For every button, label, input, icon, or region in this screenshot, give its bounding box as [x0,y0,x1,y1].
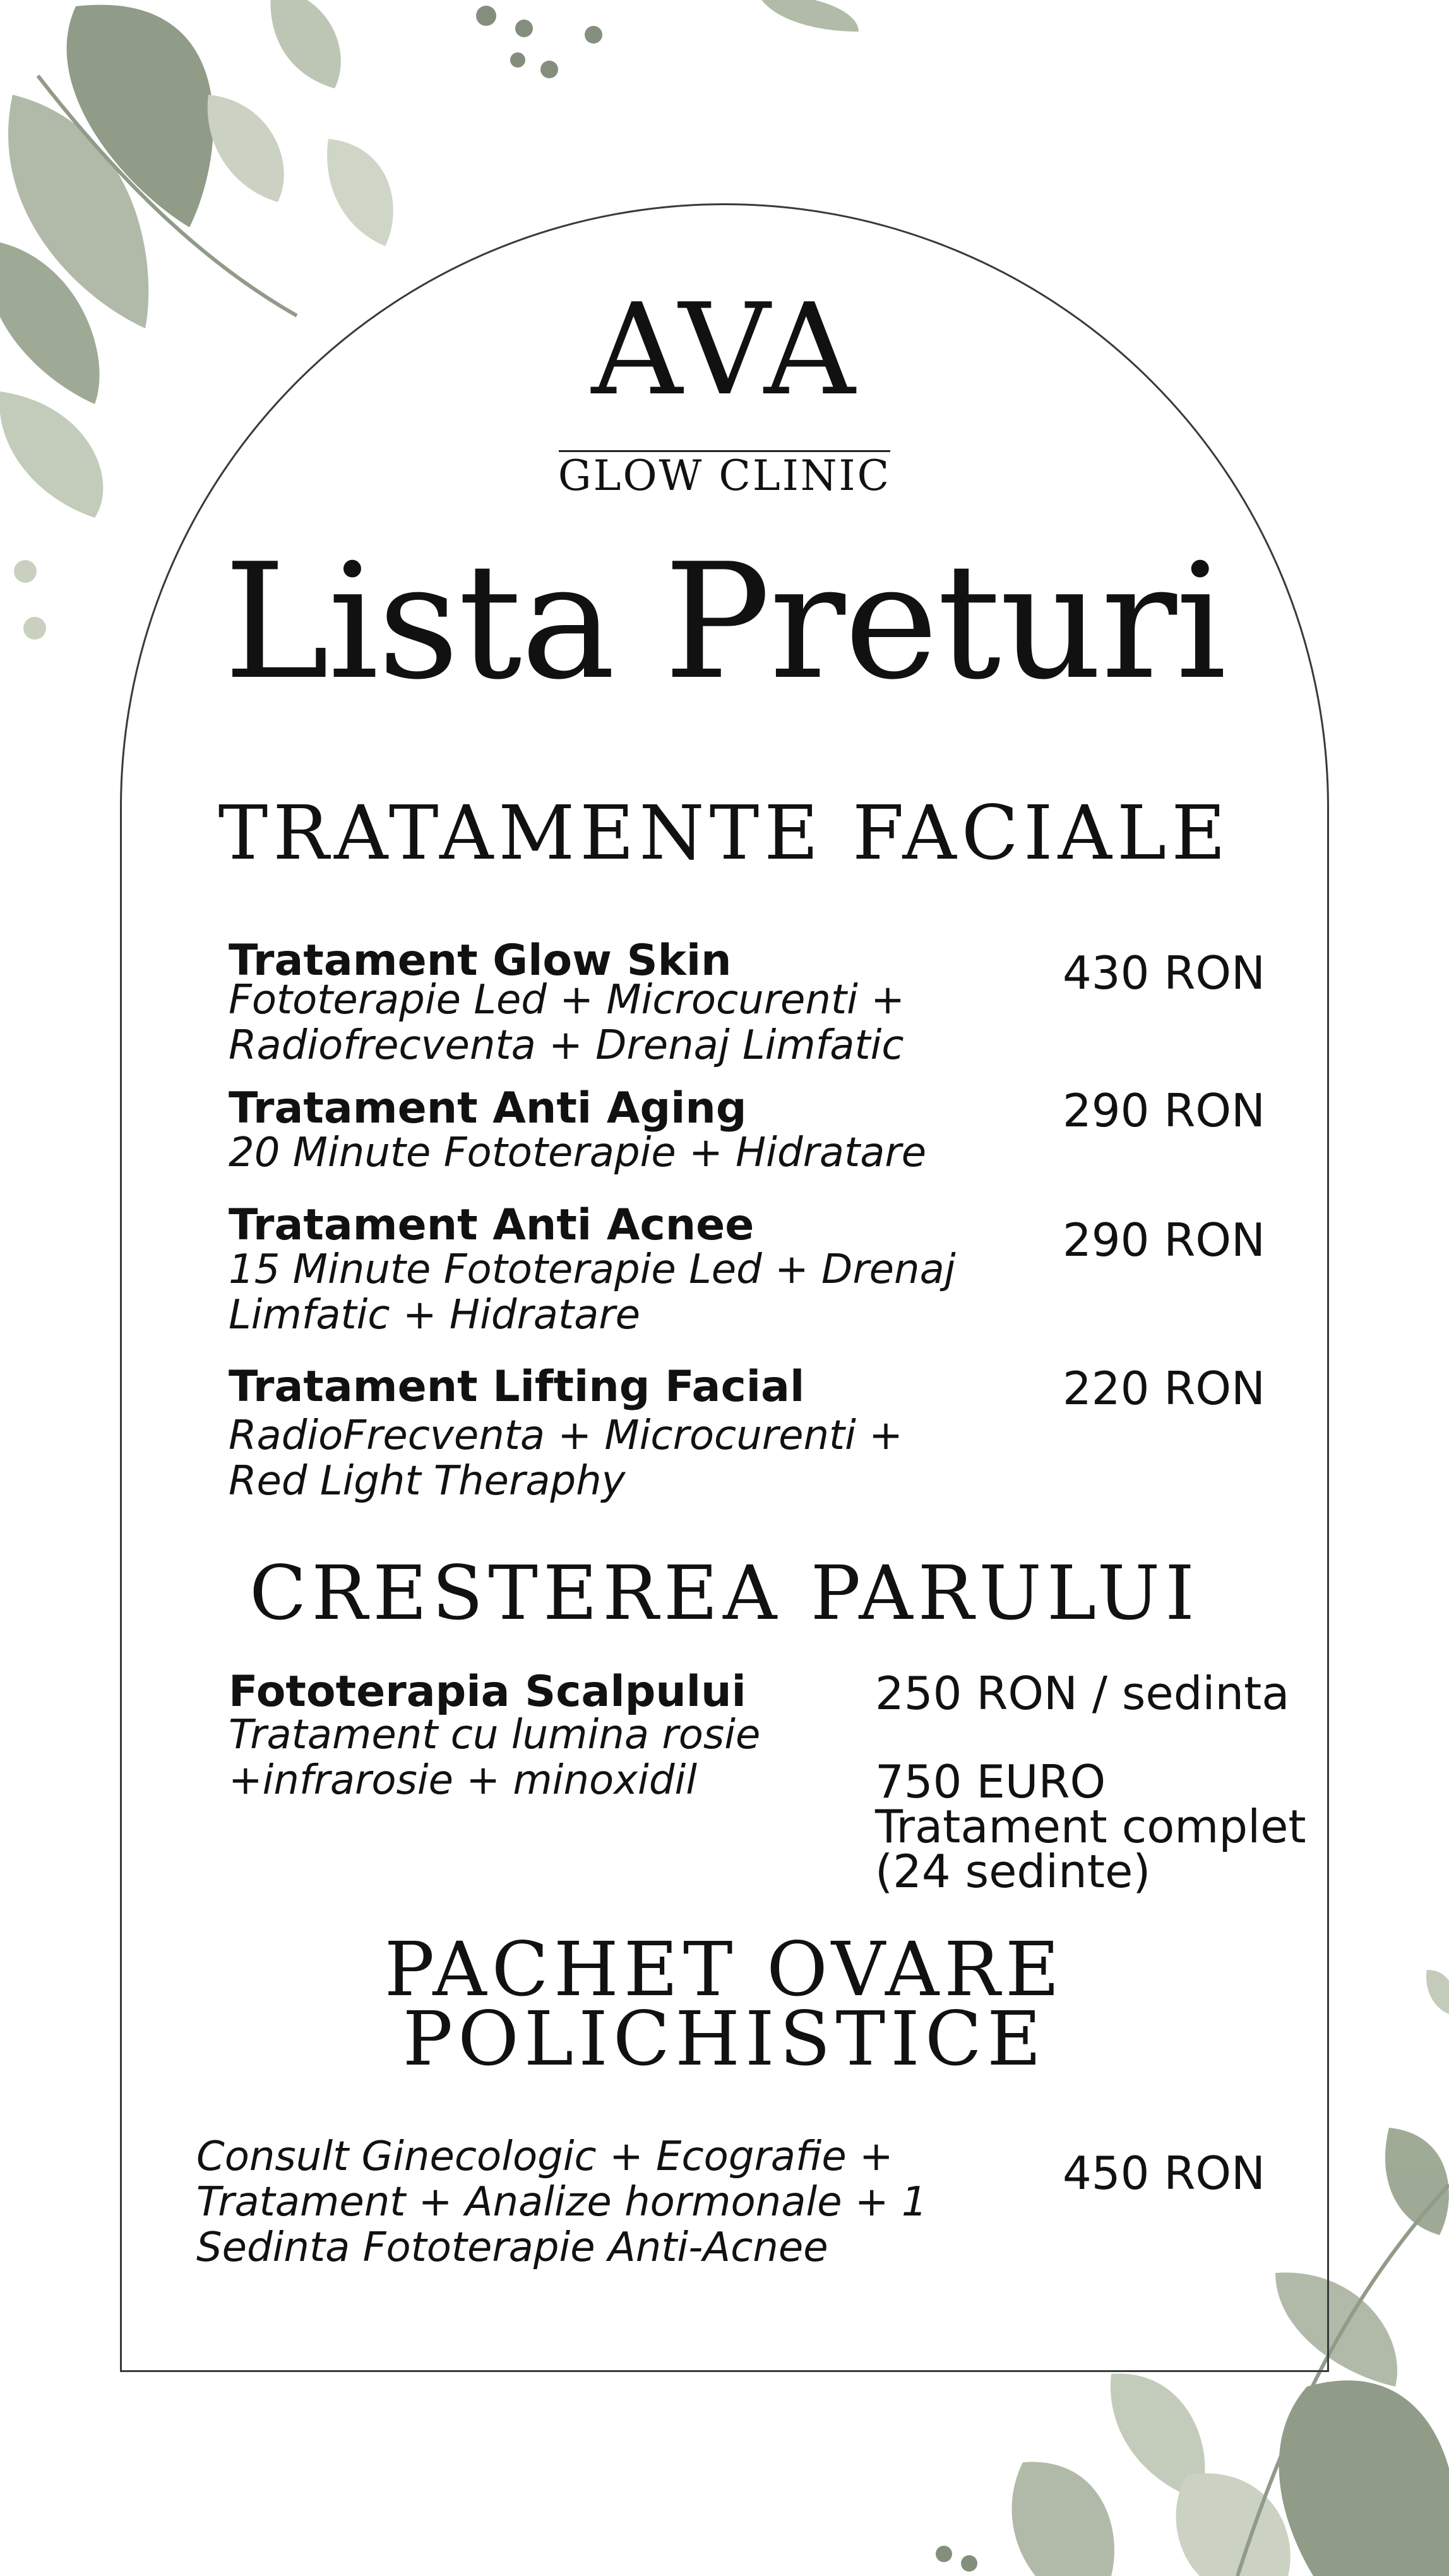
item-name: Tratament Glow Skin [229,936,732,986]
item-description: 15 Minute Fototerapie Led + Drenaj Limfatic + Hidratare [229,1246,956,1339]
item-description: Consult Ginecologic + Ecografie + Tratament + Analize hormonale + 1 Sedinta Fototerapie Anti-Acnee [196,2133,927,2271]
page-title: Lista Preturi [224,530,1225,715]
item-description: RadioFrecventa + Microcurenti + Red Light Theraphy [229,1412,903,1505]
item-name: Tratament Anti Aging [229,1083,747,1133]
logo-subtitle: GLOW CLINIC [558,451,891,500]
item-price-session: 250 RON / sedinta [875,1667,1290,1720]
item-name: Tratament Anti Acnee [229,1200,754,1250]
logo-mark: AVA [591,277,858,424]
item-price-full: 750 EURO Tratament complet (24 sedinte) [875,1755,1306,1898]
item-name: Tratament Lifting Facial [229,1362,805,1412]
item-price: 290 RON [1063,1213,1265,1267]
section-heading-pcos-line2: POLICHISTICE [402,1995,1047,2082]
section-heading-pcos-line1: PACHET OVARE [384,1926,1065,2013]
item-name: Fototerapia Scalpului [229,1667,746,1717]
item-description: 20 Minute Fototerapie + Hidratare [229,1130,927,1176]
item-description: Tratament cu lumina rosie +infrarosie + minoxidil [229,1712,761,1804]
item-price: 450 RON [1063,2147,1265,2200]
item-description: Fototerapie Led + Microcurenti + Radiofrecventa + Drenaj Limfatic [229,977,905,1069]
section-heading-hair: CRESTEREA PARULUI [249,1549,1200,1637]
item-price: 290 RON [1063,1084,1265,1137]
item-price: 220 RON [1063,1362,1265,1415]
item-price: 430 RON [1063,946,1265,999]
section-heading-facial: TRATAMENTE FACIALE [218,789,1231,876]
